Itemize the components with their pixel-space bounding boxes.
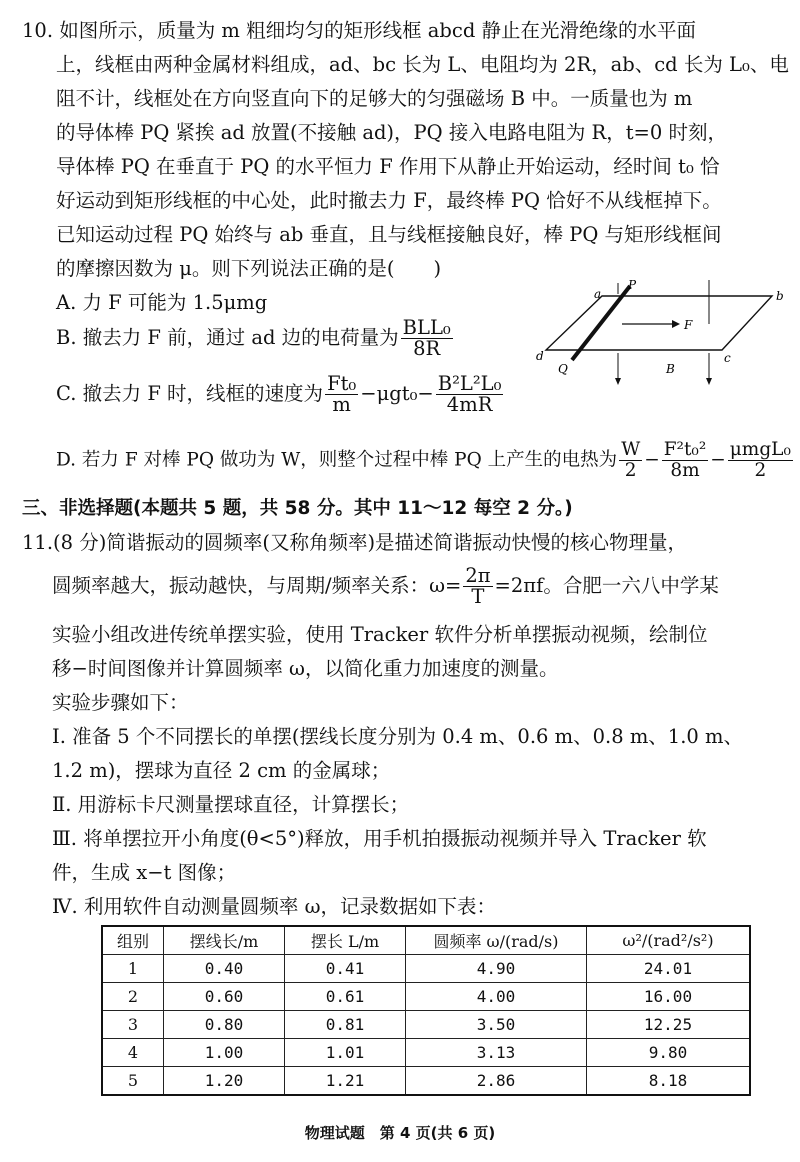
q10-option-c — [56, 374, 505, 415]
option-c-fraction-2 — [436, 374, 504, 415]
table-cell: 1.01 — [285, 1039, 406, 1067]
force-arrowhead — [672, 320, 680, 328]
option-b-text: B. 撤去力 F 前，通过 ad 边的电荷量为 — [56, 326, 399, 349]
table-header: 摆长 L/m — [285, 926, 406, 955]
omega-fraction — [463, 566, 492, 607]
q10-line-6: 好运动到矩形线框的中心处，此时撤去力 F，最终棒 PQ 恰好不从线框掉下。 — [56, 189, 722, 212]
q10-option-b — [56, 318, 455, 359]
table-cell: 1.00 — [164, 1039, 285, 1067]
q11-line-3: 实验小组改进传统单摆实验，使用 Tracker 软件分析单摆振动视频，绘制位 — [52, 623, 708, 646]
frac-den: T — [471, 585, 485, 608]
label-p: P — [628, 278, 637, 292]
table-cell: 4 — [102, 1039, 164, 1067]
frac-num: B²L²L₀ — [437, 372, 502, 395]
table-cell: 1 — [102, 955, 164, 983]
table-cell: 16.00 — [587, 983, 751, 1011]
q10-line-5: 导体棒 PQ 在垂直于 PQ 的水平恒力 F 作用下从静止开始运动，经时间 t₀ 恰 — [56, 155, 720, 178]
table-row — [102, 1067, 750, 1096]
table-cell: 3.50 — [406, 1011, 587, 1039]
table-header: 组别 — [102, 926, 164, 955]
table-header: ω²/(rad²/s²) — [587, 926, 751, 955]
table-cell: 3.13 — [406, 1039, 587, 1067]
step-3-line-2: 件，生成 x−t 图像； — [52, 861, 237, 884]
data-table — [101, 925, 751, 1096]
table-cell: 1.21 — [285, 1067, 406, 1096]
q10-line-1: 10. 如图所示，质量为 m 粗细均匀的矩形线框 abcd 静止在光滑绝缘的水平面 — [22, 19, 697, 42]
table-cell: 2 — [102, 983, 164, 1011]
option-d-text: D. 若力 F 对棒 PQ 做功为 W，则整个过程中棒 PQ 上产生的电热为 — [56, 449, 618, 471]
q11-line-2-pre: 圆频率越大，振动越快，与周期/频率关系：ω= — [52, 574, 462, 597]
step-1-line-2: 1.2 m)，摆球为直径 2 cm 的金属球； — [52, 759, 391, 782]
table-cell: 4.90 — [406, 955, 587, 983]
table-cell: 9.80 — [587, 1039, 751, 1067]
table-cell: 24.01 — [587, 955, 751, 983]
table-cell: 0.61 — [285, 983, 406, 1011]
frac-den: m — [332, 393, 351, 416]
frac-den: 8m — [670, 460, 700, 481]
frac-num: Ft₀ — [327, 372, 357, 395]
frac-den: 8R — [413, 337, 441, 360]
page-footer: 物理试题 第 4 页(共 6 页) — [304, 1124, 496, 1142]
frac-den: 4mR — [446, 393, 493, 416]
field-arrowhead-1 — [615, 378, 621, 385]
table-cell: 5 — [102, 1067, 164, 1096]
frac-num: BLL₀ — [402, 316, 451, 339]
table-cell: 2.86 — [406, 1067, 587, 1096]
q11-line-2-post: =2πf。合肥一六八中学某 — [494, 574, 719, 597]
table-header-row — [102, 926, 750, 955]
rectangular-frame — [546, 296, 772, 350]
table-cell: 0.41 — [285, 955, 406, 983]
frac-den: 2 — [624, 460, 637, 481]
label-d: d — [536, 349, 544, 363]
table-cell: 3 — [102, 1011, 164, 1039]
table-cell: 4.00 — [406, 983, 587, 1011]
table-row — [102, 955, 750, 983]
frac-num: F²t₀² — [663, 439, 707, 460]
label-c: c — [724, 351, 731, 365]
step-4: Ⅳ. 利用软件自动测量圆频率 ω，记录数据如下表： — [52, 895, 496, 918]
q10-line-7: 已知运动过程 PQ 始终与 ab 垂直，且与线框接触良好，棒 PQ 与矩形线框间 — [56, 223, 722, 246]
table-cell: 12.25 — [587, 1011, 751, 1039]
q10-line-2: 上，线框由两种金属材料组成，ad、bc 长为 L、电阻均为 2R，ab、cd 长为 L₀、电 — [56, 53, 789, 76]
q10-line-4: 的导体棒 PQ 紧挨 ad 放置(不接触 ad)，PQ 接入电路电阻为 R，t=0 时刻， — [56, 121, 727, 144]
q10-line-8: 的摩擦因数为 μ。则下列说法正确的是( ) — [56, 257, 442, 280]
step-2: Ⅱ. 用游标卡尺测量摆球直径，计算摆长； — [52, 793, 410, 816]
option-d-minus-2: − — [710, 449, 726, 471]
label-b: b — [776, 289, 784, 303]
table-cell: 0.40 — [164, 955, 285, 983]
table-cell: 8.18 — [587, 1067, 751, 1096]
table-row — [102, 983, 750, 1011]
label-f: F — [684, 318, 693, 332]
frac-den: 2 — [754, 460, 767, 481]
step-1-line-1: Ⅰ. 准备 5 个不同摆长的单摆(摆线长度分别为 0.4 m、0.6 m、0.8 m、1.0 m、 — [52, 725, 744, 748]
q10-line-3: 阻不计，线框处在方向竖直向下的足够大的匀强磁场 B 中。一质量也为 m — [56, 87, 693, 110]
label-a: a — [594, 287, 602, 301]
option-d-fraction-1 — [619, 440, 642, 481]
frac-num: W — [621, 439, 641, 460]
frac-num: μmgL₀ — [729, 439, 791, 460]
table-cell: 0.81 — [285, 1011, 406, 1039]
table-header: 摆线长/m — [164, 926, 285, 955]
table-row — [102, 1039, 750, 1067]
table-cell: 1.20 — [164, 1067, 285, 1096]
q11-line-5: 实验步骤如下： — [52, 691, 189, 714]
frame-diagram — [532, 278, 792, 388]
table-cell: 0.60 — [164, 983, 285, 1011]
label-q: Q — [558, 362, 568, 376]
label-b-field: B — [666, 362, 675, 376]
field-arrowhead-2 — [706, 378, 712, 385]
option-c-text: C. 撤去力 F 时，线框的速度为 — [56, 382, 324, 405]
option-d-fraction-3 — [728, 440, 793, 481]
option-d-minus-1: − — [644, 449, 660, 471]
q10-option-d — [56, 440, 795, 481]
table-header: 圆频率 ω/(rad/s) — [406, 926, 587, 955]
option-b-fraction — [401, 318, 453, 359]
frac-num: 2π — [465, 564, 491, 587]
q11-line-1: 11.(8 分)简谐振动的圆频率(又称角频率)是描述简谐振动快慢的核心物理量， — [22, 531, 688, 554]
option-c-fraction-1 — [325, 374, 358, 415]
step-3-line-1: Ⅲ. 将单摆拉开小角度(θ<5°)释放，用手机拍摄振动视频并导入 Tracker 软 — [52, 827, 707, 850]
option-c-mid: −μgt₀− — [360, 382, 434, 405]
section-3-heading: 三、非选择题(本题共 5 题，共 58 分。其中 11～12 每空 2 分。) — [22, 498, 573, 519]
option-d-fraction-2 — [662, 440, 709, 481]
table-row — [102, 1011, 750, 1039]
table-cell: 0.80 — [164, 1011, 285, 1039]
q11-line-4: 移−时间图像并计算圆频率 ω，以简化重力加速度的测量。 — [52, 657, 559, 680]
q10-option-a: A. 力 F 可能为 1.5μmg — [56, 291, 268, 314]
q11-line-2 — [52, 566, 719, 607]
